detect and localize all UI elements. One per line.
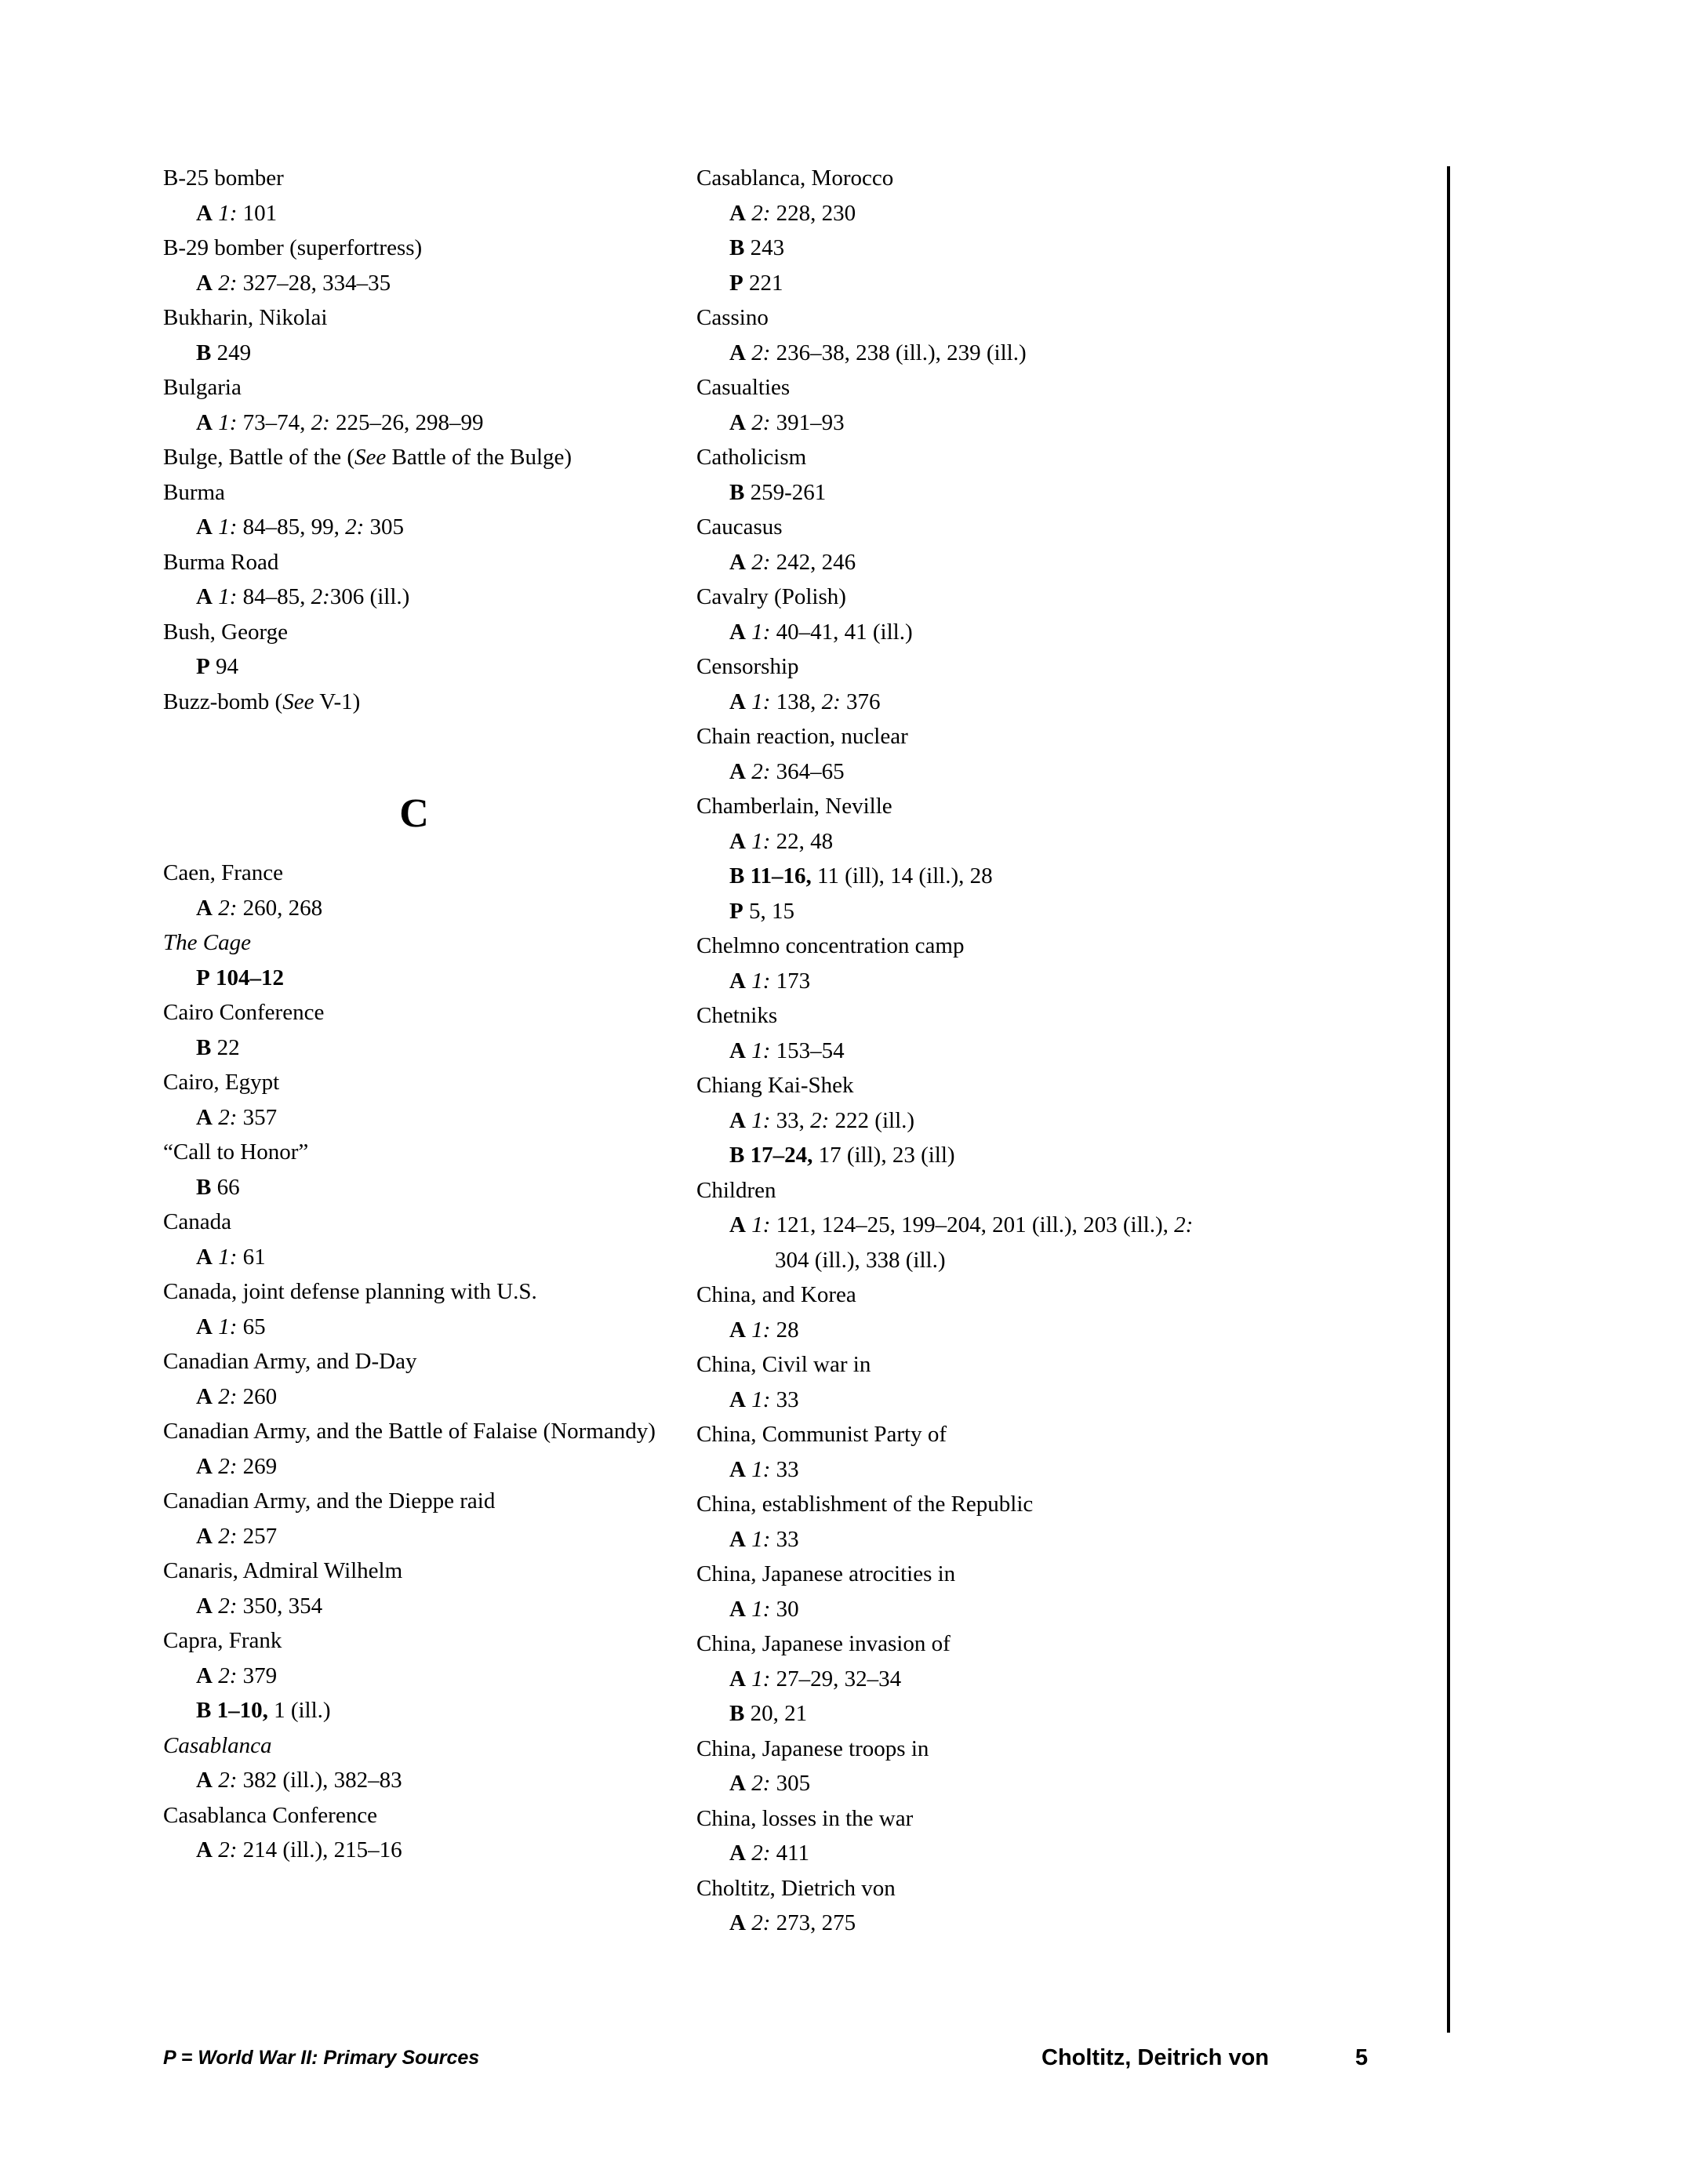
index-entry-reference: A 1: 65 — [196, 1314, 266, 1339]
index-entry-reference: P 104–12 — [196, 965, 284, 990]
index-entry-headword: China, Communist Party of — [696, 1422, 947, 1447]
section-spacer — [163, 719, 665, 787]
index-entry-reference: P 94 — [196, 654, 238, 679]
index-entry-headword: China, Japanese atrocities in — [696, 1561, 956, 1586]
index-entry-reference: A 1: 33 — [729, 1526, 799, 1552]
index-entry-headword: Casablanca Conference — [163, 1802, 377, 1828]
index-entry-reference: A 1: 153–54 — [729, 1037, 845, 1063]
page-footer — [163, 2047, 1496, 2086]
index-entry-reference: B 22 — [196, 1034, 240, 1060]
index-entry-reference: B 20, 21 — [729, 1701, 808, 1726]
index-entry-reference: B 243 — [729, 235, 785, 260]
index-entry-headword: Chelmno concentration camp — [696, 933, 965, 958]
index-entry-reference: A 2: 357 — [196, 1104, 278, 1130]
index-entry-headword: Casablanca, Morocco — [696, 165, 894, 191]
index-entry-reference: A 2: 411 — [729, 1841, 810, 1866]
index-entry-headword: Chiang Kai-Shek — [696, 1073, 854, 1098]
index-entry-reference: A 2: 350, 354 — [196, 1593, 323, 1619]
index-entry-headword: Censorship — [696, 654, 799, 679]
index-entry-reference: A 1: 61 — [196, 1244, 266, 1270]
index-entry-headword: Capra, Frank — [163, 1628, 282, 1653]
index-entry-reference: A 2: 214 (ill.), 215–16 — [196, 1837, 402, 1862]
index-entry-headword: Canadian Army, and the Dieppe raid — [163, 1488, 496, 1514]
index-entry-reference: A 2: 269 — [196, 1453, 278, 1479]
index-entry-headword: China, Japanese invasion of — [696, 1631, 951, 1656]
index-entry-headword: Bush, George — [163, 619, 288, 645]
letter-heading-c: C — [399, 791, 429, 836]
index-entry-reference: A 2: 327–28, 334–35 — [196, 270, 391, 296]
index-entry-reference: A 1: 84–85, 99, 2: 305 — [196, 514, 405, 540]
index-entry-headword: Casualties — [696, 375, 791, 400]
index-entry-headword: Chamberlain, Neville — [696, 794, 892, 819]
index-entry-reference: A 1: 173 — [729, 968, 811, 994]
index-entry-reference: B 259-261 — [729, 479, 827, 505]
index-entry-headword: Catholicism — [696, 445, 807, 470]
index-columns — [163, 161, 1449, 1941]
index-entry-reference: A 2: 379 — [196, 1663, 278, 1688]
index-entry-reference: A 2: 236–38, 238 (ill.), 239 (ill.) — [729, 340, 1027, 365]
footer-running-head: Choltitz, Deitrich von — [1041, 2045, 1269, 2070]
letter-heading-spacer — [163, 841, 665, 856]
index-entry-reference: A 2: 260 — [196, 1383, 278, 1409]
index-entry-headword: Bulgaria — [163, 375, 242, 400]
index-entry-headword: Canadian Army, and the Battle of Falaise (Normandy) — [163, 1419, 656, 1444]
index-entry-reference: A 1: 138, 2: 376 — [729, 689, 881, 714]
index-entry-headword: Canadian Army, and D-Day — [163, 1349, 417, 1374]
index-entry-reference: B 66 — [196, 1174, 240, 1200]
index-entry-headword: Burma — [163, 479, 225, 505]
index-entry-headword: Cairo, Egypt — [163, 1070, 280, 1095]
footer-page-number: 5 — [1355, 2045, 1369, 2070]
index-entry-reference: A 2: 260, 268 — [196, 895, 323, 921]
index-entry-headword: China, and Korea — [696, 1282, 856, 1307]
index-entry-headword: Caen, France — [163, 860, 283, 885]
index-entry-headword: Canada, joint defense planning with U.S. — [163, 1279, 537, 1304]
index-entry-headword: Canada — [163, 1209, 231, 1234]
index-entry-reference: A 2: 228, 230 — [729, 200, 856, 226]
index-entry-headword: China, establishment of the Republic — [696, 1492, 1034, 1517]
index-entry-reference: B 11–16, 11 (ill), 14 (ill.), 28 — [729, 863, 993, 888]
index-entry-reference: B 17–24, 17 (ill), 23 (ill) — [729, 1143, 955, 1168]
index-entry-reference: A 1: 101 — [196, 200, 278, 226]
index-entry-headword: Burma Road — [163, 549, 279, 575]
index-entry-reference: A 1: 30 — [729, 1596, 799, 1622]
index-entry-headword: “Call to Honor” — [163, 1139, 309, 1165]
index-entry-reference: A 2: 382 (ill.), 382–83 — [196, 1768, 402, 1793]
index-entry-headword: Canaris, Admiral Wilhelm — [163, 1558, 403, 1583]
index-entry-headword: Chetniks — [696, 1003, 778, 1028]
index-entry-headword: China, losses in the war — [696, 1805, 914, 1831]
index-entry-headword: The Cage — [163, 930, 251, 955]
index-entry-headword: Bukharin, Nikolai — [163, 305, 328, 330]
index-entry-reference: B 1–10, 1 (ill.) — [196, 1698, 331, 1723]
index-entry-headword: Choltitz, Dietrich von — [696, 1875, 896, 1901]
right-column — [696, 161, 1198, 1941]
index-entry-headword: Cassino — [696, 305, 769, 330]
index-entry-reference: A 1: 22, 48 — [729, 828, 834, 854]
index-entry-reference: A 1: 121, 124–25, 199–204, 201 (ill.), 203 (ill.), 2: 304 (ill.), 338 (ill.) — [729, 1212, 1194, 1273]
index-entry-reference: A 2: 364–65 — [729, 758, 845, 784]
index-entry-reference: A 2: 305 — [729, 1771, 811, 1796]
index-entry-headword: Buzz-bomb (See V-1) — [163, 689, 361, 714]
index-entry-reference: A 1: 73–74, 2: 225–26, 298–99 — [196, 409, 484, 435]
index-entry-reference: P 221 — [729, 270, 783, 296]
index-entry-headword: China, Civil war in — [696, 1352, 871, 1377]
index-entry-reference: A 1: 28 — [729, 1317, 799, 1343]
index-entry-headword: Caucasus — [696, 514, 783, 540]
left-column — [163, 161, 665, 1941]
index-entry-reference: A 1: 33 — [729, 1386, 799, 1412]
index-entry-reference: A 2: 273, 275 — [729, 1910, 856, 1935]
index-entry-reference: A 1: 40–41, 41 (ill.) — [729, 619, 913, 645]
index-entry-reference: A 2: 257 — [196, 1523, 278, 1549]
index-entry-headword: B-25 bomber — [163, 165, 284, 191]
page-divider-rule — [1447, 166, 1450, 2033]
index-entry-headword: B-29 bomber (superfortress) — [163, 235, 423, 260]
index-entry-reference: A 2: 242, 246 — [729, 549, 856, 575]
footer-legend: P = World War II: Primary Sources — [163, 2047, 480, 2069]
index-entry-headword: Cairo Conference — [163, 1000, 325, 1025]
index-entry-headword: Chain reaction, nuclear — [696, 724, 908, 749]
index-entry-headword: Children — [696, 1177, 776, 1203]
index-entry-reference: B 249 — [196, 340, 252, 365]
index-entry-headword: Cavalry (Polish) — [696, 584, 846, 609]
index-entry-reference: A 1: 84–85, 2:306 (ill.) — [196, 584, 410, 609]
index-entry-headword: China, Japanese troops in — [696, 1735, 929, 1761]
index-entry-headword: Casablanca — [163, 1732, 272, 1758]
index-entry-reference: A 1: 33 — [729, 1456, 799, 1482]
index-entry-reference: A 2: 391–93 — [729, 409, 845, 435]
index-entry-reference: A 1: 27–29, 32–34 — [729, 1666, 902, 1692]
index-entry-reference: P 5, 15 — [729, 898, 794, 924]
index-entry-reference: A 1: 33, 2: 222 (ill.) — [729, 1107, 915, 1133]
index-entry-headword: Bulge, Battle of the (See Battle of the Bulge) — [163, 445, 573, 470]
